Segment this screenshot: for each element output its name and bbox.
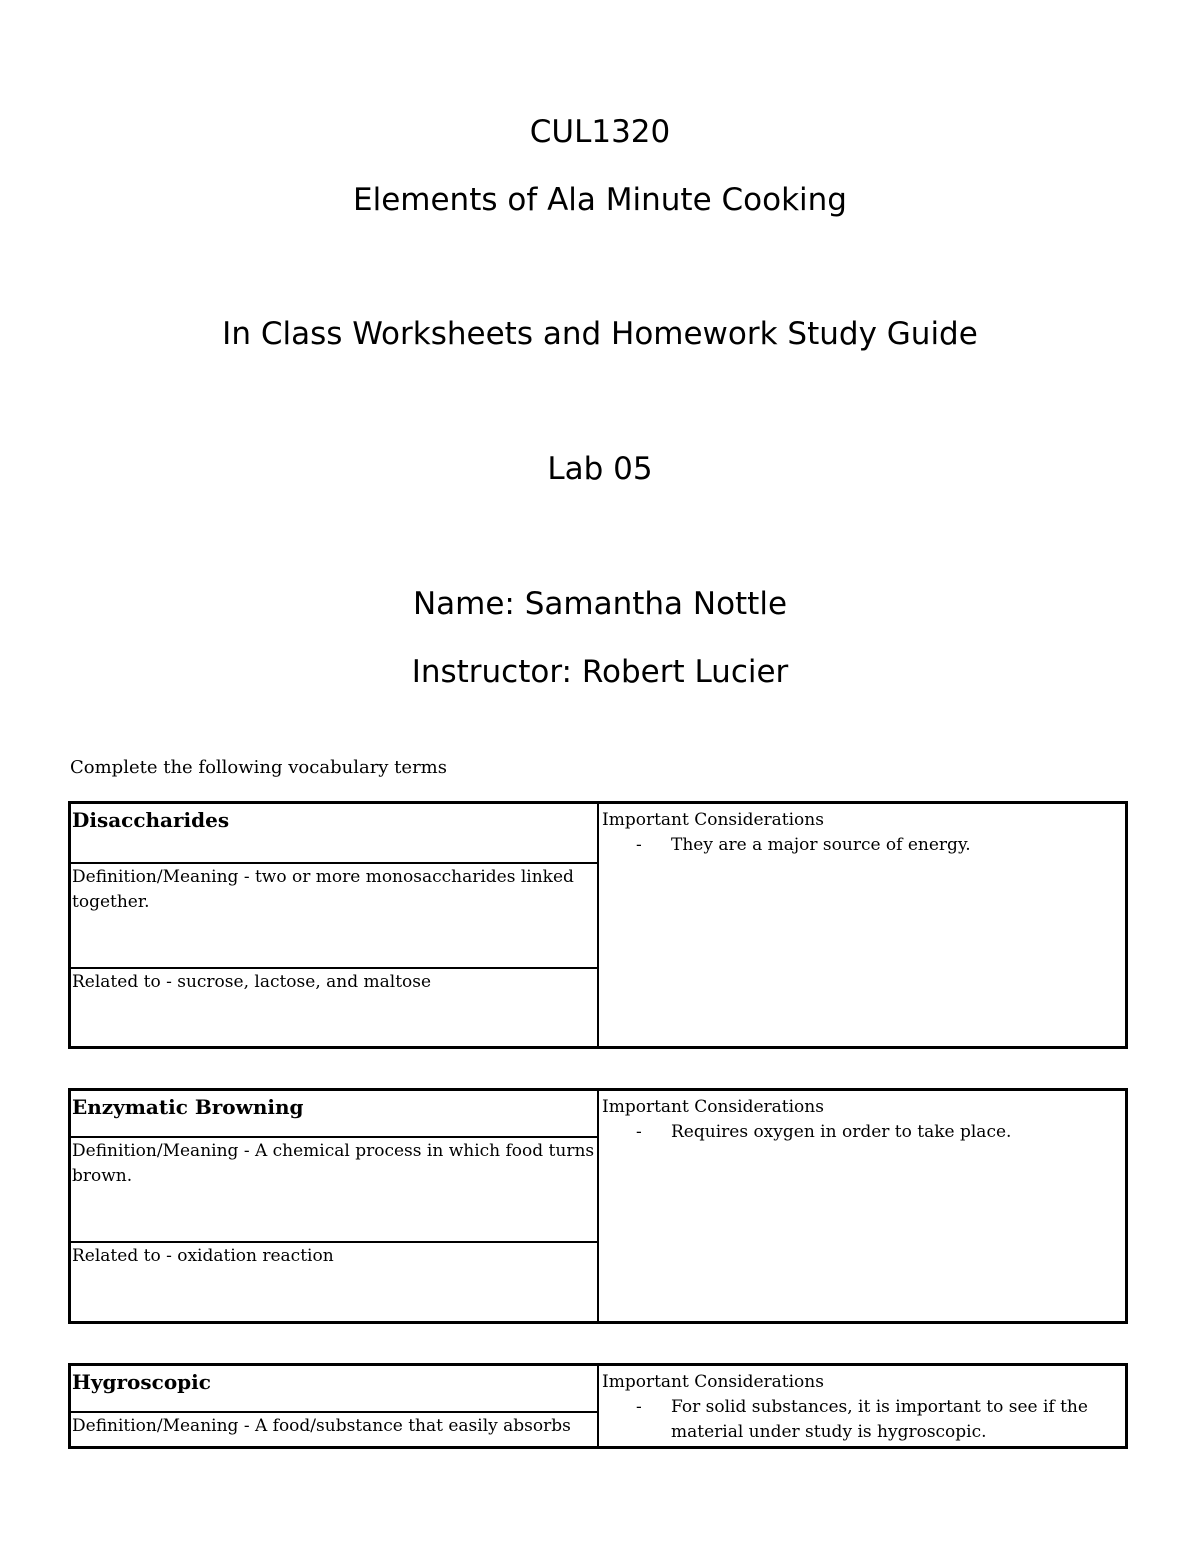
bullet-dash: - <box>636 1122 642 1142</box>
course-name: Elements of Ala Minute Cooking <box>353 182 847 218</box>
vocab-table-disaccharides <box>68 801 1128 1049</box>
vocab-definition: Definition/Meaning - A chemical process in which food turns brown. <box>71 1136 597 1243</box>
vocab-related: Related to - oxidation reaction <box>71 1241 597 1321</box>
vocab-table-hygroscopic <box>68 1363 1128 1449</box>
vocab-term: Disaccharides <box>72 808 230 832</box>
vocab-definition: Definition/Meaning - A food/substance that easily absorbs <box>71 1411 597 1446</box>
vocab-table-enzymatic-browning <box>68 1088 1128 1324</box>
vocab-term: Enzymatic Browning <box>72 1095 304 1119</box>
guide-title: In Class Worksheets and Homework Study Guide <box>222 316 978 352</box>
vocab-definition: Definition/Meaning - two or more monosaccharides linked together. <box>71 862 597 969</box>
bullet-dash: - <box>636 1397 642 1417</box>
vocab-left-column <box>71 804 599 1046</box>
vocab-left-column <box>71 1366 599 1446</box>
considerations-label: Important Considerations <box>602 810 824 830</box>
considerations-bullet <box>601 1395 1125 1445</box>
considerations-text: Requires oxygen in order to take place. <box>671 1122 1012 1142</box>
considerations-label: Important Considerations <box>602 1097 824 1117</box>
vocab-considerations <box>601 1091 1125 1321</box>
vocab-related: Related to - sucrose, lactose, and maltose <box>71 967 597 1046</box>
course-code: CUL1320 <box>529 114 671 150</box>
considerations-text: For solid substances, it is important to see if the material under study is hygroscopic. <box>671 1397 1088 1442</box>
student-name: Name: Samantha Nottle <box>412 586 788 622</box>
bullet-dash: - <box>636 835 642 855</box>
lab-number: Lab 05 <box>547 451 653 487</box>
considerations-bullet <box>601 1120 1125 1145</box>
vocab-considerations <box>601 804 1125 1046</box>
vocab-left-column <box>71 1091 599 1321</box>
vocab-considerations <box>601 1366 1125 1446</box>
instructor-name: Instructor: Robert Lucier <box>411 654 789 690</box>
considerations-label: Important Considerations <box>602 1372 824 1392</box>
considerations-text: They are a major source of energy. <box>671 835 971 855</box>
considerations-bullet <box>601 833 1125 858</box>
instructions-text: Complete the following vocabulary terms <box>70 757 447 778</box>
vocab-term: Hygroscopic <box>72 1370 211 1394</box>
